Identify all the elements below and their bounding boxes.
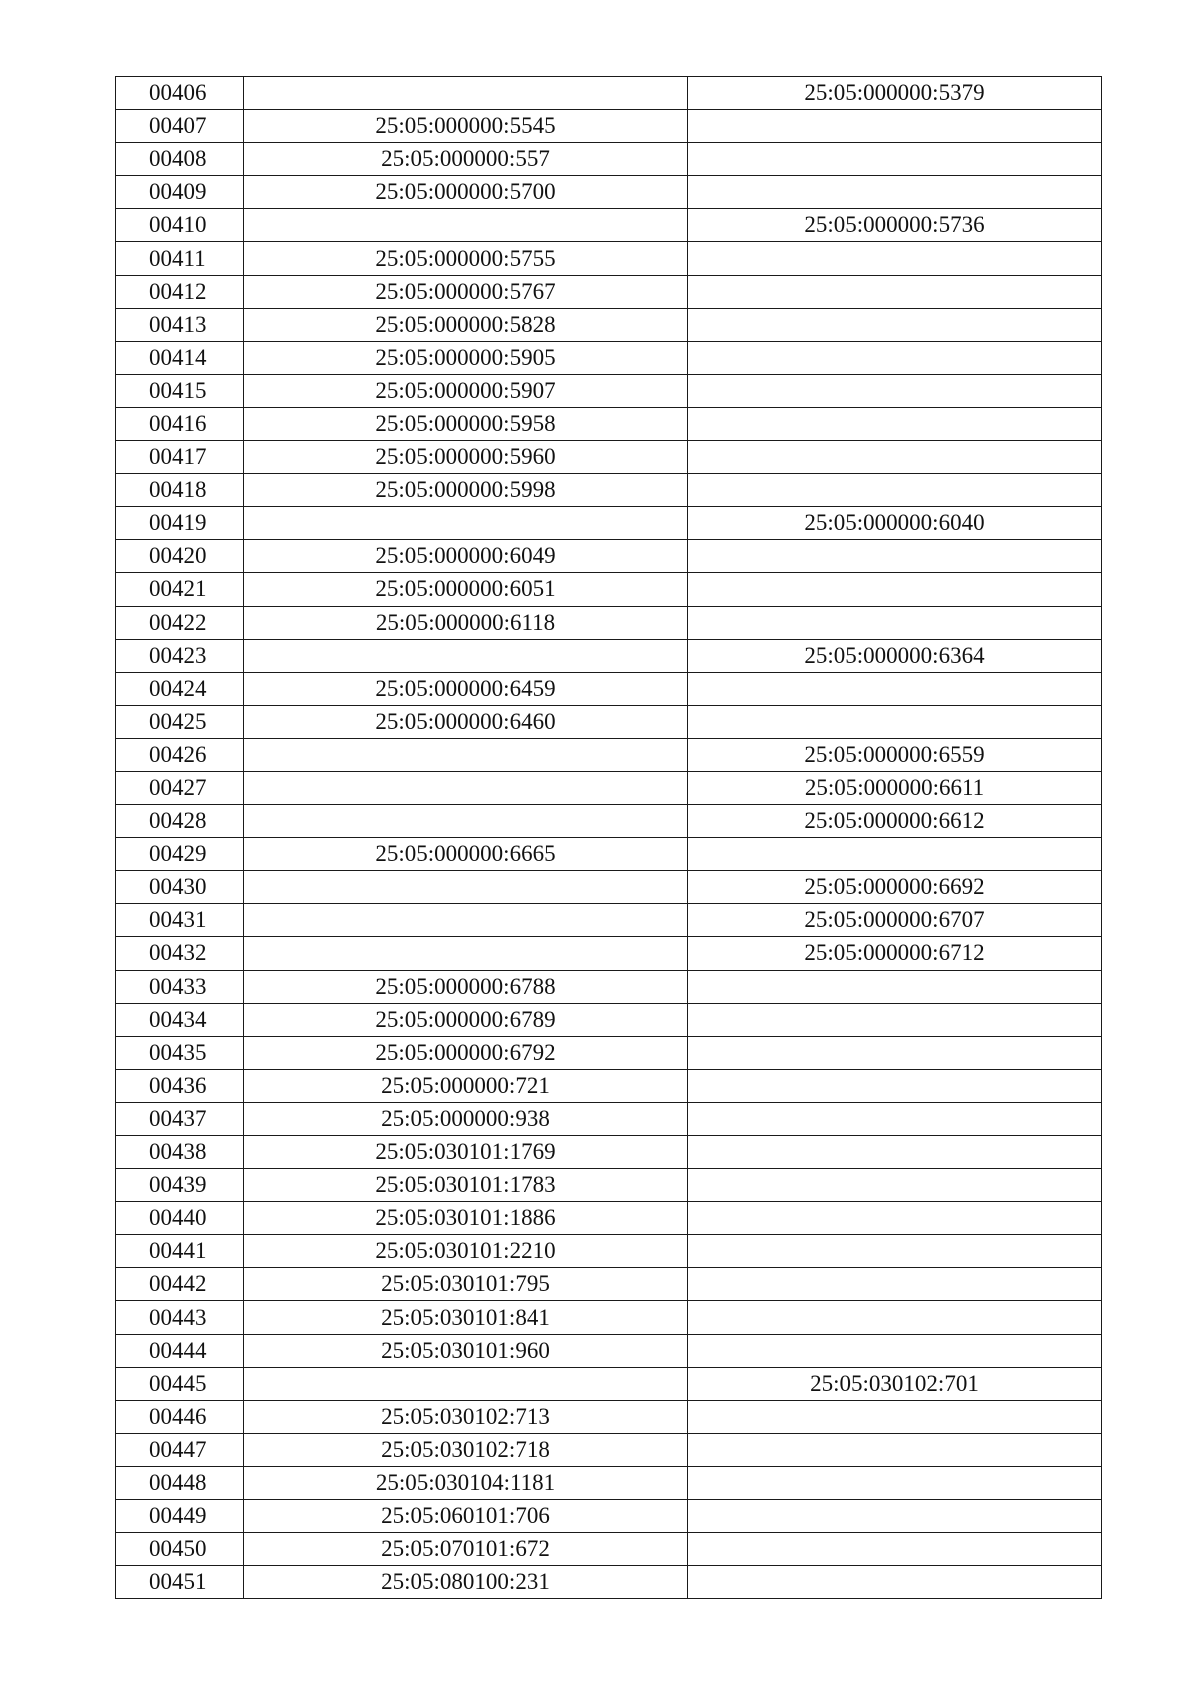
cadastral-number-cell-right: 25:05:030102:701 bbox=[688, 1367, 1102, 1400]
row-number-cell: 00408 bbox=[116, 143, 244, 176]
cadastral-number-cell-right bbox=[688, 474, 1102, 507]
row-number-cell: 00437 bbox=[116, 1102, 244, 1135]
cadastral-number-cell-right bbox=[688, 1301, 1102, 1334]
table-row bbox=[116, 1367, 1102, 1400]
table-row bbox=[116, 871, 1102, 904]
cadastral-number-cell-left: 25:05:000000:6049 bbox=[244, 540, 688, 573]
cadastral-number-cell-right bbox=[688, 441, 1102, 474]
cadastral-number-cell-right bbox=[688, 606, 1102, 639]
row-number-cell: 00451 bbox=[116, 1566, 244, 1599]
cadastral-number-cell-left bbox=[244, 1367, 688, 1400]
row-number-cell: 00438 bbox=[116, 1136, 244, 1169]
cadastral-number-cell-right bbox=[688, 308, 1102, 341]
table-row bbox=[116, 507, 1102, 540]
cadastral-number-cell-left bbox=[244, 771, 688, 804]
cadastral-number-cell-left: 25:05:000000:5905 bbox=[244, 341, 688, 374]
table-row bbox=[116, 1566, 1102, 1599]
cadastral-number-cell-left bbox=[244, 209, 688, 242]
cadastral-number-cell-left bbox=[244, 805, 688, 838]
row-number-cell: 00428 bbox=[116, 805, 244, 838]
cadastral-number-cell-left: 25:05:030104:1181 bbox=[244, 1466, 688, 1499]
cadastral-number-cell-right bbox=[688, 1102, 1102, 1135]
cadastral-number-cell-left: 25:05:000000:6789 bbox=[244, 1003, 688, 1036]
cadastral-number-cell-left: 25:05:000000:5545 bbox=[244, 110, 688, 143]
cadastral-number-cell-left: 25:05:000000:6459 bbox=[244, 672, 688, 705]
table-row bbox=[116, 1500, 1102, 1533]
cadastral-number-cell-right: 25:05:000000:6692 bbox=[688, 871, 1102, 904]
cadastral-number-cell-right bbox=[688, 341, 1102, 374]
cadastral-number-cell-right bbox=[688, 1466, 1102, 1499]
table-row bbox=[116, 606, 1102, 639]
row-number-cell: 00449 bbox=[116, 1500, 244, 1533]
row-number-cell: 00410 bbox=[116, 209, 244, 242]
cadastral-number-cell-left: 25:05:060101:706 bbox=[244, 1500, 688, 1533]
table-row bbox=[116, 1169, 1102, 1202]
table-row bbox=[116, 176, 1102, 209]
cadastral-number-cell-left: 25:05:030101:1783 bbox=[244, 1169, 688, 1202]
cadastral-number-cell-left bbox=[244, 77, 688, 110]
cadastral-number-cell-left: 25:05:000000:5755 bbox=[244, 242, 688, 275]
table-row bbox=[116, 573, 1102, 606]
cadastral-number-cell-left: 25:05:030101:795 bbox=[244, 1268, 688, 1301]
table-row bbox=[116, 738, 1102, 771]
cadastral-number-cell-right bbox=[688, 705, 1102, 738]
row-number-cell: 00436 bbox=[116, 1069, 244, 1102]
row-number-cell: 00434 bbox=[116, 1003, 244, 1036]
cadastral-number-cell-right bbox=[688, 1069, 1102, 1102]
row-number-cell: 00414 bbox=[116, 341, 244, 374]
cadastral-number-cell-left: 25:05:080100:231 bbox=[244, 1566, 688, 1599]
cadastral-number-cell-right bbox=[688, 1566, 1102, 1599]
cadastral-number-cell-left: 25:05:000000:5767 bbox=[244, 275, 688, 308]
cadastral-number-cell-left: 25:05:000000:938 bbox=[244, 1102, 688, 1135]
row-number-cell: 00413 bbox=[116, 308, 244, 341]
row-number-cell: 00425 bbox=[116, 705, 244, 738]
cadastral-number-cell-right: 25:05:000000:5736 bbox=[688, 209, 1102, 242]
cadastral-number-cell-right bbox=[688, 1003, 1102, 1036]
table-row bbox=[116, 1136, 1102, 1169]
cadastral-number-cell-right: 25:05:000000:6712 bbox=[688, 937, 1102, 970]
row-number-cell: 00424 bbox=[116, 672, 244, 705]
table-row bbox=[116, 242, 1102, 275]
row-number-cell: 00422 bbox=[116, 606, 244, 639]
table-row bbox=[116, 771, 1102, 804]
cadastral-number-cell-right: 25:05:000000:6611 bbox=[688, 771, 1102, 804]
cadastral-number-cell-left: 25:05:030102:713 bbox=[244, 1400, 688, 1433]
table-row bbox=[116, 441, 1102, 474]
row-number-cell: 00445 bbox=[116, 1367, 244, 1400]
cadastral-number-cell-right bbox=[688, 110, 1102, 143]
cadastral-number-cell-left: 25:05:000000:5958 bbox=[244, 407, 688, 440]
table-row bbox=[116, 1102, 1102, 1135]
table-row bbox=[116, 705, 1102, 738]
table-row bbox=[116, 474, 1102, 507]
cadastral-number-cell-right bbox=[688, 143, 1102, 176]
cadastral-number-cell-left: 25:05:030101:2210 bbox=[244, 1235, 688, 1268]
cadastral-number-cell-left: 25:05:000000:5998 bbox=[244, 474, 688, 507]
table-row bbox=[116, 1235, 1102, 1268]
cadastral-number-cell-left: 25:05:030101:1769 bbox=[244, 1136, 688, 1169]
table-row bbox=[116, 1301, 1102, 1334]
cadastral-number-cell-right bbox=[688, 1169, 1102, 1202]
row-number-cell: 00448 bbox=[116, 1466, 244, 1499]
row-number-cell: 00429 bbox=[116, 838, 244, 871]
table-row bbox=[116, 904, 1102, 937]
cadastral-number-cell-left: 25:05:000000:6118 bbox=[244, 606, 688, 639]
table-row bbox=[116, 275, 1102, 308]
cadastral-number-cell-right bbox=[688, 540, 1102, 573]
cadastral-number-cell-right bbox=[688, 1235, 1102, 1268]
row-number-cell: 00426 bbox=[116, 738, 244, 771]
cadastral-number-cell-right: 25:05:000000:6707 bbox=[688, 904, 1102, 937]
cadastral-number-cell-left: 25:05:000000:5907 bbox=[244, 374, 688, 407]
row-number-cell: 00435 bbox=[116, 1036, 244, 1069]
table-row bbox=[116, 407, 1102, 440]
cadastral-number-cell-left: 25:05:000000:5828 bbox=[244, 308, 688, 341]
row-number-cell: 00447 bbox=[116, 1433, 244, 1466]
row-number-cell: 00406 bbox=[116, 77, 244, 110]
table-row bbox=[116, 209, 1102, 242]
table-row bbox=[116, 1268, 1102, 1301]
table-row bbox=[116, 308, 1102, 341]
cadastral-number-cell-left: 25:05:030101:1886 bbox=[244, 1202, 688, 1235]
table-body bbox=[116, 77, 1102, 1599]
cadastral-number-cell-left: 25:05:000000:5700 bbox=[244, 176, 688, 209]
table-row bbox=[116, 1533, 1102, 1566]
cadastral-number-cell-left: 25:05:000000:6460 bbox=[244, 705, 688, 738]
cadastral-number-cell-right bbox=[688, 970, 1102, 1003]
cadastral-number-cell-right: 25:05:000000:6559 bbox=[688, 738, 1102, 771]
cadastral-number-cell-left: 25:05:000000:6665 bbox=[244, 838, 688, 871]
table-row bbox=[116, 1069, 1102, 1102]
cadastral-number-cell-right bbox=[688, 1202, 1102, 1235]
cadastral-number-cell-left: 25:05:030101:960 bbox=[244, 1334, 688, 1367]
row-number-cell: 00443 bbox=[116, 1301, 244, 1334]
cadastral-number-cell-right bbox=[688, 1533, 1102, 1566]
row-number-cell: 00407 bbox=[116, 110, 244, 143]
table-row bbox=[116, 805, 1102, 838]
table-row bbox=[116, 639, 1102, 672]
row-number-cell: 00441 bbox=[116, 1235, 244, 1268]
cadastral-number-cell-right bbox=[688, 1500, 1102, 1533]
row-number-cell: 00411 bbox=[116, 242, 244, 275]
row-number-cell: 00439 bbox=[116, 1169, 244, 1202]
table-row bbox=[116, 1466, 1102, 1499]
row-number-cell: 00418 bbox=[116, 474, 244, 507]
cadastral-number-cell-right bbox=[688, 374, 1102, 407]
table-row bbox=[116, 970, 1102, 1003]
cadastral-number-cell-right bbox=[688, 407, 1102, 440]
cadastral-number-cell-right bbox=[688, 672, 1102, 705]
table-row bbox=[116, 1400, 1102, 1433]
row-number-cell: 00412 bbox=[116, 275, 244, 308]
row-number-cell: 00427 bbox=[116, 771, 244, 804]
cadastral-number-cell-left: 25:05:000000:557 bbox=[244, 143, 688, 176]
row-number-cell: 00417 bbox=[116, 441, 244, 474]
row-number-cell: 00440 bbox=[116, 1202, 244, 1235]
row-number-cell: 00432 bbox=[116, 937, 244, 970]
table-row bbox=[116, 540, 1102, 573]
row-number-cell: 00431 bbox=[116, 904, 244, 937]
table-row bbox=[116, 838, 1102, 871]
cadastral-number-cell-left bbox=[244, 937, 688, 970]
table-row bbox=[116, 1003, 1102, 1036]
row-number-cell: 00450 bbox=[116, 1533, 244, 1566]
cadastral-number-cell-right bbox=[688, 573, 1102, 606]
cadastral-number-cell-left: 25:05:000000:6792 bbox=[244, 1036, 688, 1069]
table-row bbox=[116, 937, 1102, 970]
table-row bbox=[116, 143, 1102, 176]
row-number-cell: 00415 bbox=[116, 374, 244, 407]
table-row bbox=[116, 374, 1102, 407]
row-number-cell: 00419 bbox=[116, 507, 244, 540]
row-number-cell: 00416 bbox=[116, 407, 244, 440]
cadastral-number-cell-left bbox=[244, 871, 688, 904]
row-number-cell: 00409 bbox=[116, 176, 244, 209]
table-row bbox=[116, 1433, 1102, 1466]
cadastral-number-cell-right bbox=[688, 1334, 1102, 1367]
cadastral-number-cell-left bbox=[244, 904, 688, 937]
row-number-cell: 00442 bbox=[116, 1268, 244, 1301]
cadastral-number-cell-right bbox=[688, 838, 1102, 871]
table-row bbox=[116, 1202, 1102, 1235]
cadastral-number-table bbox=[115, 76, 1102, 1599]
table-row bbox=[116, 341, 1102, 374]
cadastral-number-cell-right bbox=[688, 176, 1102, 209]
cadastral-number-cell-left: 25:05:030102:718 bbox=[244, 1433, 688, 1466]
cadastral-number-cell-right bbox=[688, 1268, 1102, 1301]
cadastral-number-cell-left: 25:05:000000:721 bbox=[244, 1069, 688, 1102]
table-row bbox=[116, 1334, 1102, 1367]
row-number-cell: 00444 bbox=[116, 1334, 244, 1367]
cadastral-number-cell-right bbox=[688, 1036, 1102, 1069]
row-number-cell: 00423 bbox=[116, 639, 244, 672]
row-number-cell: 00446 bbox=[116, 1400, 244, 1433]
cadastral-number-cell-left: 25:05:000000:6051 bbox=[244, 573, 688, 606]
row-number-cell: 00430 bbox=[116, 871, 244, 904]
cadastral-number-cell-right bbox=[688, 275, 1102, 308]
table-row bbox=[116, 672, 1102, 705]
cadastral-number-cell-left bbox=[244, 738, 688, 771]
table-row bbox=[116, 1036, 1102, 1069]
table-row bbox=[116, 77, 1102, 110]
cadastral-number-cell-right bbox=[688, 1400, 1102, 1433]
cadastral-number-cell-left: 25:05:000000:6788 bbox=[244, 970, 688, 1003]
cadastral-number-cell-left: 25:05:030101:841 bbox=[244, 1301, 688, 1334]
cadastral-number-cell-right bbox=[688, 242, 1102, 275]
row-number-cell: 00433 bbox=[116, 970, 244, 1003]
cadastral-number-cell-right: 25:05:000000:6364 bbox=[688, 639, 1102, 672]
cadastral-number-cell-left bbox=[244, 507, 688, 540]
cadastral-number-cell-right: 25:05:000000:6040 bbox=[688, 507, 1102, 540]
cadastral-number-cell-right bbox=[688, 1433, 1102, 1466]
cadastral-number-cell-right: 25:05:000000:6612 bbox=[688, 805, 1102, 838]
row-number-cell: 00420 bbox=[116, 540, 244, 573]
cadastral-number-cell-right bbox=[688, 1136, 1102, 1169]
cadastral-number-cell-right: 25:05:000000:5379 bbox=[688, 77, 1102, 110]
table-row bbox=[116, 110, 1102, 143]
cadastral-number-cell-left bbox=[244, 639, 688, 672]
cadastral-number-cell-left: 25:05:000000:5960 bbox=[244, 441, 688, 474]
cadastral-number-cell-left: 25:05:070101:672 bbox=[244, 1533, 688, 1566]
row-number-cell: 00421 bbox=[116, 573, 244, 606]
